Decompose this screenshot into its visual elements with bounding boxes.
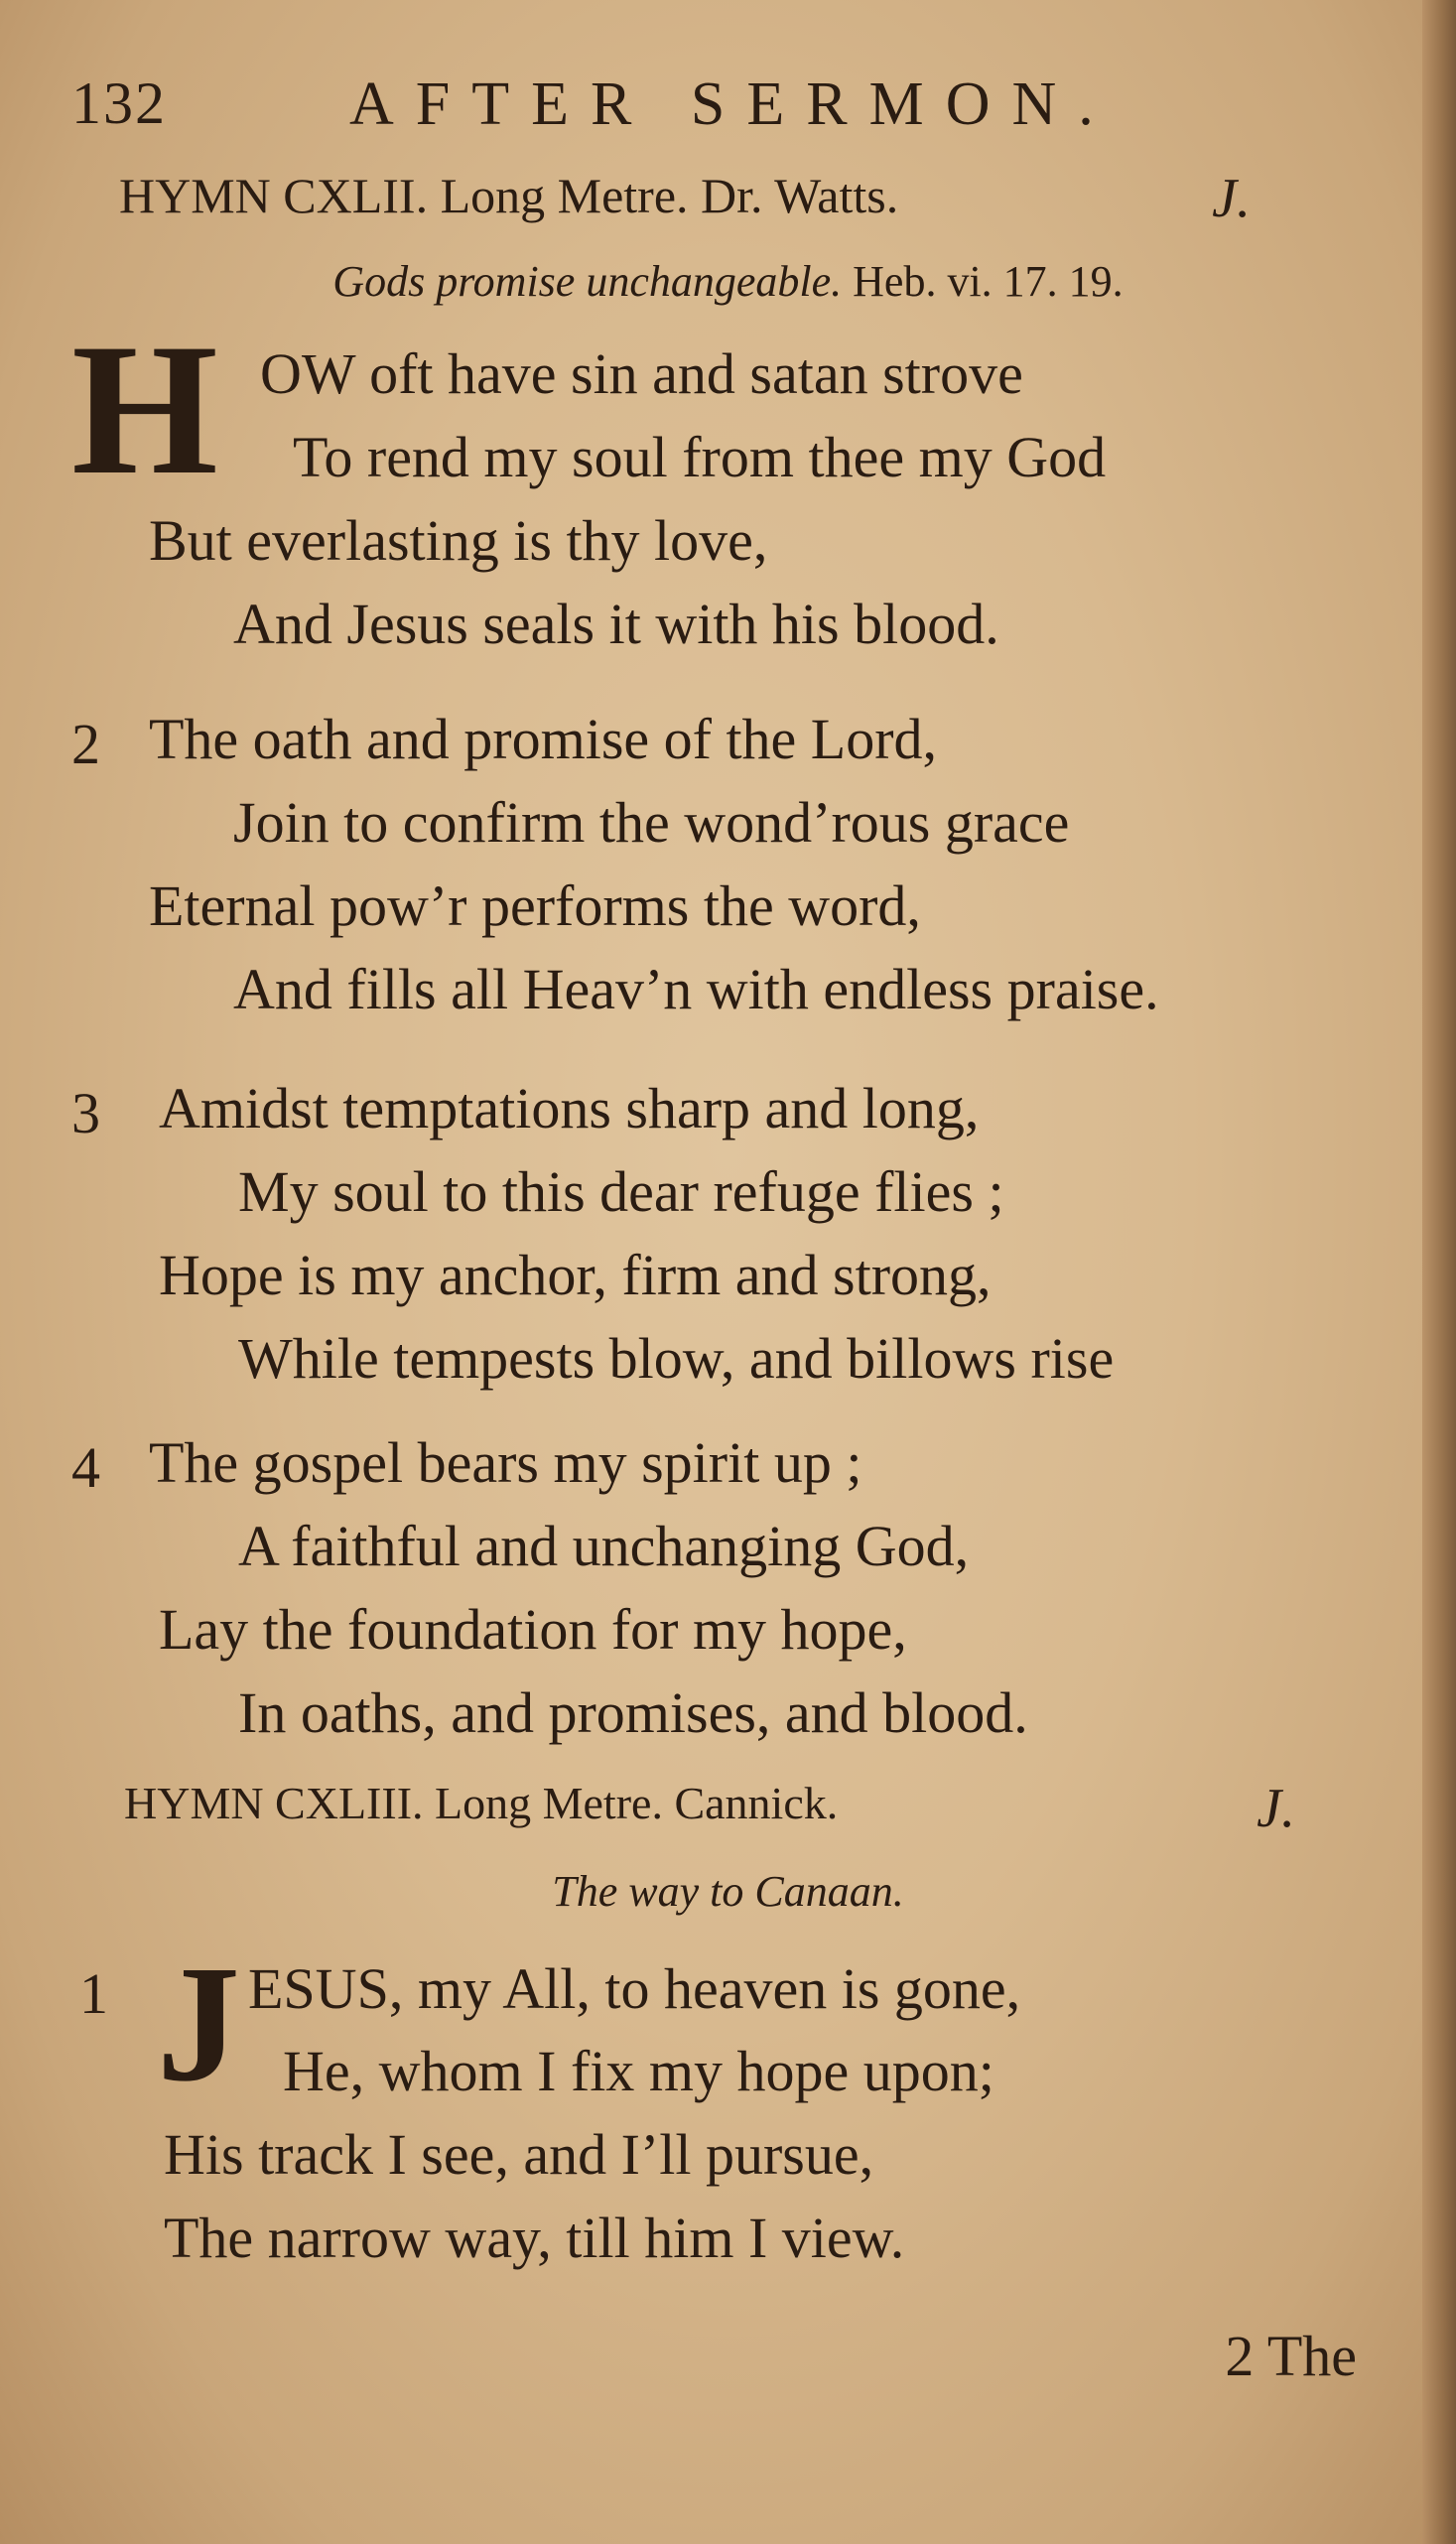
verse-line: The oath and promise of the Lord,: [149, 707, 938, 771]
drop-cap: H: [71, 306, 218, 514]
catchword: 2 The: [1225, 2324, 1357, 2388]
verse-line: In oaths, and promises, and blood.: [238, 1680, 1028, 1745]
verse-line: Lay the foundation for my hope,: [159, 1597, 907, 1662]
verse-number: 2: [71, 712, 100, 776]
verse-number: 3: [71, 1081, 100, 1145]
verse-line: To rend my soul from thee my God: [293, 425, 1107, 489]
verse-line: Eternal pow’r performs the word,: [149, 873, 921, 938]
verse-line: Join to confirm the wond’rous grace: [233, 790, 1070, 855]
verse-line: His track I see, and I’ll pursue,: [164, 2122, 874, 2187]
verse-line: My soul to this dear refuge flies ;: [238, 1159, 1004, 1224]
subtitle-italic: The way to Canaan.: [552, 1867, 904, 1916]
verse-line: Amidst temptations sharp and long,: [159, 1076, 980, 1140]
drop-cap: J: [157, 1932, 240, 2116]
hymn-subtitle: [0, 256, 1456, 307]
verse-line: The gospel bears my spirit up ;: [149, 1430, 862, 1495]
page-number: 132: [71, 70, 167, 136]
hymn-title: [119, 167, 1251, 229]
verse-line: Hope is my anchor, firm and strong,: [159, 1243, 992, 1307]
hymn-mark: J.: [1257, 1778, 1295, 1839]
running-head: [71, 69, 1163, 149]
running-title: AFTER SERMON.: [349, 70, 1116, 138]
verse-line: And Jesus seals it with his blood.: [233, 592, 999, 656]
verse-number: 1: [79, 1961, 108, 2026]
verse-line: He, whom I fix my hope upon;: [283, 2039, 994, 2103]
page-edge: [1422, 0, 1456, 2544]
verse-line: A faithful and unchanging God,: [238, 1514, 970, 1578]
subtitle-reference: Heb. vi. 17. 19.: [853, 257, 1124, 306]
hymn-mark: J.: [1212, 168, 1251, 229]
hymn-title: [124, 1777, 1295, 1839]
hymn-heading: HYMN CXLII. Long Metre. Dr. Watts.: [119, 168, 899, 223]
verse-number: 4: [71, 1435, 100, 1500]
subtitle-italic: Gods promise unchangeable.: [332, 257, 843, 306]
hymn-subtitle: [0, 1866, 1456, 1917]
verse-line: ESUS, my All, to heaven is gone,: [248, 1956, 1021, 2021]
verse-line: The narrow way, till him I view.: [164, 2206, 905, 2270]
hymn-heading: HYMN CXLIII. Long Metre. Cannick.: [124, 1778, 839, 1828]
verse-line: OW oft have sin and satan strove: [260, 341, 1023, 406]
verse-line: And fills all Heav’n with endless praise.: [233, 957, 1159, 1021]
verse-line: But everlasting is thy love,: [149, 508, 768, 573]
verse-line: While tempests blow, and billows rise: [238, 1326, 1115, 1391]
